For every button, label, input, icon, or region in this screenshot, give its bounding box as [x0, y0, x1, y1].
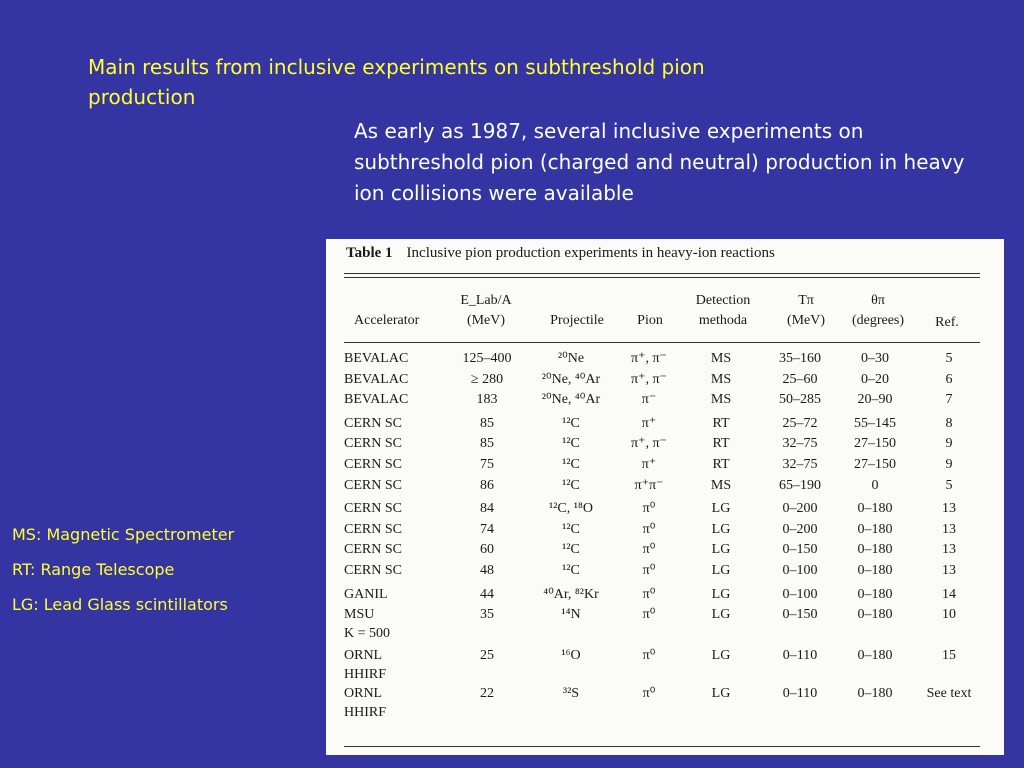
col-pion: [620, 455, 678, 476]
col-pion-value: π⁰: [642, 521, 656, 537]
col-accelerator-value: MSU: [344, 607, 375, 623]
col-projectile: [522, 582, 620, 606]
col-accelerator-value: BEVALAC: [344, 392, 409, 408]
col-projectile-value: ¹²C, ¹⁸O: [549, 501, 593, 517]
col-ref-value: 13: [942, 501, 956, 517]
col-detection-value: LG: [711, 607, 731, 623]
col-tpi: [764, 582, 836, 606]
col-theta-value: 0–180: [857, 521, 893, 537]
table-row: [344, 520, 984, 541]
col-ref: [914, 520, 984, 541]
header-theta-line2: (degrees): [851, 313, 905, 328]
col-tpi-value: 50–285: [779, 392, 821, 408]
col-accelerator-subline: HHIRF: [344, 667, 387, 683]
col-ref: [914, 370, 984, 391]
col-ref-value: 13: [942, 542, 956, 558]
col-theta: [836, 520, 914, 541]
col-accelerator: [344, 561, 452, 582]
col-projectile: [522, 496, 620, 520]
col-pion: [620, 561, 678, 582]
col-accelerator-value: BEVALAC: [344, 351, 409, 366]
col-theta: [836, 349, 914, 370]
col-ref-value: See text: [926, 686, 972, 702]
col-pion-value: π⁰: [642, 501, 656, 517]
col-ref: [914, 582, 984, 606]
col-tpi: [764, 496, 836, 520]
col-projectile: [522, 561, 620, 582]
col-pion: [620, 520, 678, 541]
col-detection-value: LG: [711, 648, 731, 664]
table-caption-text: Inclusive pion production experiments in heavy-ion reactions: [406, 245, 775, 261]
col-accelerator-value: ORNL: [344, 648, 383, 664]
col-energy-value: 85: [480, 436, 494, 452]
col-energy-value: 44: [480, 586, 494, 602]
col-projectile: [522, 540, 620, 561]
col-pion: [620, 349, 678, 370]
pion-experiments-table: [344, 349, 984, 722]
col-ref-value: 6: [945, 371, 953, 387]
col-energy-value: 84: [480, 501, 494, 517]
table-row: [344, 455, 984, 476]
col-projectile: [522, 390, 620, 411]
col-energy-value: 22: [480, 686, 494, 702]
col-tpi: [764, 349, 836, 370]
col-ref-value: 15: [942, 648, 956, 664]
col-pion-value: π⁰: [642, 686, 656, 702]
col-detection-value: RT: [712, 456, 730, 472]
col-projectile-value: ¹²C: [562, 521, 580, 537]
col-accelerator: [344, 370, 452, 391]
col-theta-value: 0: [871, 477, 879, 493]
col-projectile-value: ²⁰Ne: [557, 351, 585, 366]
col-theta-value: 27–150: [854, 436, 896, 452]
header-projectile: Projectile: [550, 313, 604, 328]
col-tpi-value: 0–100: [782, 586, 818, 602]
col-accelerator: [344, 411, 452, 435]
col-detection-value: LG: [711, 542, 731, 558]
col-detection: [678, 643, 764, 684]
col-energy-value: 86: [480, 477, 494, 493]
header-theta-line1: θπ: [871, 293, 885, 308]
col-energy-value: 60: [480, 542, 494, 558]
col-theta-value: 0–180: [857, 501, 893, 517]
col-detection: [678, 349, 764, 370]
col-tpi-value: 32–75: [782, 456, 818, 472]
col-ref: [914, 455, 984, 476]
header-detection: [683, 291, 763, 331]
col-theta-value: 0–20: [861, 371, 889, 387]
col-pion-value: π⁺, π⁻: [631, 351, 667, 366]
col-pion-value: π⁰: [642, 542, 656, 558]
header-tpi-line1: Tπ: [798, 293, 814, 308]
col-ref: [914, 684, 984, 722]
col-accelerator-value: CERN SC: [344, 436, 402, 452]
col-ref-value: 9: [945, 436, 953, 452]
col-energy: [452, 434, 522, 455]
table-top-rule-double: [344, 277, 980, 278]
col-theta: [836, 561, 914, 582]
legend-item-ms: MS: Magnetic Spectrometer: [12, 525, 235, 544]
col-detection: [678, 684, 764, 722]
col-accelerator: [344, 605, 452, 643]
header-tpi: [776, 291, 836, 331]
col-detection: [678, 540, 764, 561]
header-tpi-line2: (MeV): [786, 313, 826, 328]
header-pion: Pion: [637, 313, 663, 328]
col-theta: [836, 605, 914, 643]
table-row: [344, 605, 984, 643]
col-theta: [836, 540, 914, 561]
col-ref: [914, 434, 984, 455]
col-detection-value: MS: [710, 392, 732, 408]
table-row: [344, 582, 984, 606]
col-energy: [452, 684, 522, 722]
col-theta: [836, 390, 914, 411]
col-tpi-value: 32–75: [782, 436, 818, 452]
header-theta: [842, 291, 914, 331]
col-ref-value: 13: [942, 562, 956, 578]
col-tpi-value: 0–200: [782, 501, 818, 517]
col-pion-value: π⁺π⁻: [634, 477, 664, 493]
col-detection-value: LG: [711, 562, 731, 578]
table-row: [344, 390, 984, 411]
col-ref: [914, 605, 984, 643]
col-detection: [678, 455, 764, 476]
col-projectile-value: ³²S: [562, 686, 580, 702]
col-accelerator-value: CERN SC: [344, 477, 402, 493]
col-tpi: [764, 561, 836, 582]
legend-item-rt: RT: Range Telescope: [12, 560, 175, 579]
col-tpi-value: 65–190: [779, 477, 821, 493]
col-projectile-value: ¹²C: [562, 456, 580, 472]
col-energy: [452, 540, 522, 561]
col-accelerator-value: CERN SC: [344, 521, 402, 537]
col-detection-value: LG: [711, 521, 731, 537]
col-detection: [678, 561, 764, 582]
col-theta: [836, 643, 914, 684]
col-energy: [452, 605, 522, 643]
col-projectile-value: ¹²C: [562, 562, 580, 578]
col-theta: [836, 496, 914, 520]
col-projectile: [522, 643, 620, 684]
table-image-panel: [326, 239, 1004, 755]
col-ref: [914, 561, 984, 582]
col-pion: [620, 605, 678, 643]
col-projectile-value: ¹⁴N: [561, 607, 581, 623]
col-tpi: [764, 520, 836, 541]
col-tpi-value: 0–110: [782, 648, 818, 664]
col-theta-value: 55–145: [854, 415, 896, 431]
col-detection-value: LG: [711, 501, 731, 517]
col-accelerator: [344, 476, 452, 497]
col-energy: [452, 411, 522, 435]
col-projectile-value: ²⁰Ne, ⁴⁰Ar: [541, 392, 601, 408]
col-tpi-value: 25–72: [782, 415, 818, 431]
col-pion-value: π⁺: [641, 415, 657, 431]
col-energy-value: 125–400: [462, 351, 512, 366]
header-energy: [456, 291, 516, 331]
col-energy: [452, 561, 522, 582]
col-detection: [678, 390, 764, 411]
col-detection-value: MS: [710, 477, 732, 493]
table-row: [344, 411, 984, 435]
col-theta-value: 0–180: [857, 686, 893, 702]
col-theta: [836, 434, 914, 455]
col-projectile-value: ¹²C: [562, 477, 580, 493]
col-detection-value: MS: [710, 351, 732, 366]
col-accelerator: [344, 455, 452, 476]
col-projectile: [522, 605, 620, 643]
col-theta-value: 0–180: [857, 607, 893, 623]
col-energy: [452, 390, 522, 411]
col-projectile: [522, 476, 620, 497]
table-caption: [346, 245, 775, 262]
col-tpi-value: 25–60: [782, 371, 818, 387]
col-theta-value: 20–90: [857, 392, 893, 408]
table-number: Table 1: [346, 245, 393, 261]
col-accelerator: [344, 349, 452, 370]
col-tpi: [764, 476, 836, 497]
col-projectile: [522, 455, 620, 476]
col-accelerator-value: CERN SC: [344, 542, 402, 558]
col-ref: [914, 540, 984, 561]
col-detection: [678, 582, 764, 606]
col-theta: [836, 582, 914, 606]
col-pion: [620, 643, 678, 684]
col-tpi-value: 0–200: [782, 521, 818, 537]
col-ref-value: 9: [945, 456, 953, 472]
col-pion: [620, 411, 678, 435]
col-accelerator-value: CERN SC: [344, 456, 402, 472]
header-energy-line2: (MeV): [466, 313, 506, 328]
col-energy: [452, 496, 522, 520]
header-accelerator: Accelerator: [354, 313, 420, 328]
col-accelerator: [344, 434, 452, 455]
col-theta: [836, 370, 914, 391]
col-accelerator: [344, 390, 452, 411]
col-energy-value: 74: [480, 521, 494, 537]
col-accelerator-subline: K = 500: [344, 626, 391, 642]
col-ref: [914, 643, 984, 684]
col-accelerator: [344, 540, 452, 561]
col-tpi: [764, 455, 836, 476]
col-ref: [914, 496, 984, 520]
col-energy-value: 183: [476, 392, 498, 408]
header-ref: Ref.: [935, 315, 959, 330]
col-detection: [678, 370, 764, 391]
col-accelerator: [344, 582, 452, 606]
col-tpi: [764, 390, 836, 411]
col-detection-value: MS: [710, 371, 732, 387]
table-row: [344, 476, 984, 497]
table-row: [344, 684, 984, 722]
col-theta-value: 27–150: [854, 456, 896, 472]
col-energy-value: 48: [480, 562, 494, 578]
col-tpi-value: 0–150: [782, 542, 818, 558]
col-ref-value: 14: [942, 586, 956, 602]
intro-paragraph: As early as 1987, several inclusive experiments on subthreshold pion (charged and neutral) production in heavy ion collisions were available: [354, 119, 965, 205]
col-theta: [836, 455, 914, 476]
col-tpi: [764, 684, 836, 722]
col-projectile: [522, 411, 620, 435]
col-accelerator-value: CERN SC: [344, 501, 402, 517]
col-energy-value: 35: [480, 607, 494, 623]
table-row: [344, 349, 984, 370]
col-energy: [452, 582, 522, 606]
col-projectile-value: ¹²C: [562, 436, 580, 452]
col-detection: [678, 605, 764, 643]
col-energy: [452, 476, 522, 497]
col-projectile: [522, 370, 620, 391]
col-accelerator: [344, 684, 452, 722]
col-projectile-value: ²⁰Ne, ⁴⁰Ar: [541, 371, 601, 387]
col-projectile: [522, 520, 620, 541]
table-row: [344, 496, 984, 520]
col-detection-value: LG: [711, 586, 731, 602]
col-detection: [678, 496, 764, 520]
col-pion: [620, 496, 678, 520]
col-pion: [620, 390, 678, 411]
header-detection-line2: methoda: [698, 313, 748, 328]
col-theta-value: 0–30: [861, 351, 889, 366]
col-energy-value: 75: [480, 456, 494, 472]
table-row: [344, 370, 984, 391]
col-pion: [620, 476, 678, 497]
col-pion-value: π⁰: [642, 586, 656, 602]
table-bottom-rule: [344, 746, 980, 747]
header-detection-line1: Detection: [695, 293, 751, 308]
col-pion: [620, 370, 678, 391]
col-tpi: [764, 540, 836, 561]
col-energy-value: 25: [480, 648, 494, 664]
col-detection-value: LG: [711, 686, 731, 702]
col-detection: [678, 434, 764, 455]
table-top-rule: [344, 273, 980, 274]
col-ref: [914, 390, 984, 411]
table-row: [344, 561, 984, 582]
table-row: [344, 643, 984, 684]
col-tpi: [764, 643, 836, 684]
col-ref: [914, 476, 984, 497]
col-theta: [836, 476, 914, 497]
col-tpi-value: 0–110: [782, 686, 818, 702]
table-row: [344, 434, 984, 455]
col-pion-value: π⁰: [642, 648, 656, 664]
slide-title: Main results from inclusive experiments on subthreshold pion production: [88, 55, 705, 109]
col-pion: [620, 540, 678, 561]
col-accelerator-value: ORNL: [344, 686, 383, 702]
col-projectile-value: ¹²C: [562, 542, 580, 558]
col-tpi: [764, 434, 836, 455]
col-projectile: [522, 684, 620, 722]
header-energy-line1: E_Lab/A: [460, 293, 512, 308]
col-tpi: [764, 370, 836, 391]
col-theta-value: 0–180: [857, 542, 893, 558]
col-energy: [452, 520, 522, 541]
col-theta: [836, 684, 914, 722]
table-row: [344, 540, 984, 561]
col-theta-value: 0–180: [857, 648, 893, 664]
col-energy-value: 85: [480, 415, 494, 431]
col-energy: [452, 455, 522, 476]
abbreviation-legend: [12, 526, 322, 631]
col-projectile: [522, 434, 620, 455]
col-pion-value: π⁺, π⁻: [631, 436, 667, 452]
col-accelerator-value: GANIL: [344, 586, 388, 602]
col-theta-value: 0–180: [857, 562, 893, 578]
col-accelerator: [344, 520, 452, 541]
legend-item-lg: LG: Lead Glass scintillators: [12, 595, 228, 614]
col-energy: [452, 643, 522, 684]
col-energy: [452, 370, 522, 391]
col-tpi-value: 0–100: [782, 562, 818, 578]
col-projectile-value: ⁴⁰Ar, ⁸²Kr: [543, 586, 599, 602]
col-projectile-value: ¹²C: [562, 415, 580, 431]
col-tpi-value: 35–160: [779, 351, 821, 366]
col-tpi: [764, 411, 836, 435]
col-detection: [678, 411, 764, 435]
col-accelerator: [344, 496, 452, 520]
col-ref-value: 13: [942, 521, 956, 537]
col-accelerator-value: CERN SC: [344, 562, 402, 578]
col-pion: [620, 684, 678, 722]
col-detection-value: RT: [712, 436, 730, 452]
col-pion-value: π⁰: [642, 562, 656, 578]
col-projectile: [522, 349, 620, 370]
col-pion: [620, 582, 678, 606]
col-tpi: [764, 605, 836, 643]
col-pion-value: π⁻: [641, 392, 657, 408]
col-theta: [836, 411, 914, 435]
col-pion: [620, 434, 678, 455]
col-pion-value: π⁰: [642, 607, 656, 623]
col-ref-value: 8: [945, 415, 953, 431]
col-ref-value: 5: [945, 477, 953, 493]
col-energy-value: ≥ 280: [470, 371, 504, 387]
col-ref-value: 5: [945, 351, 953, 366]
col-detection: [678, 520, 764, 541]
table-header-rule: [344, 342, 980, 343]
col-pion-value: π⁺, π⁻: [631, 371, 667, 387]
col-pion-value: π⁺: [641, 456, 657, 472]
col-accelerator-value: BEVALAC: [344, 371, 409, 387]
col-theta-value: 0–180: [857, 586, 893, 602]
col-ref-value: 7: [945, 392, 953, 408]
col-accelerator-subline: HHIRF: [344, 705, 387, 721]
col-detection: [678, 476, 764, 497]
col-detection-value: RT: [712, 415, 730, 431]
col-accelerator-value: CERN SC: [344, 415, 402, 431]
col-ref-value: 10: [942, 607, 956, 623]
col-energy: [452, 349, 522, 370]
col-ref: [914, 349, 984, 370]
col-tpi-value: 0–150: [782, 607, 818, 623]
col-accelerator: [344, 643, 452, 684]
col-projectile-value: ¹⁶O: [561, 648, 581, 664]
col-ref: [914, 411, 984, 435]
